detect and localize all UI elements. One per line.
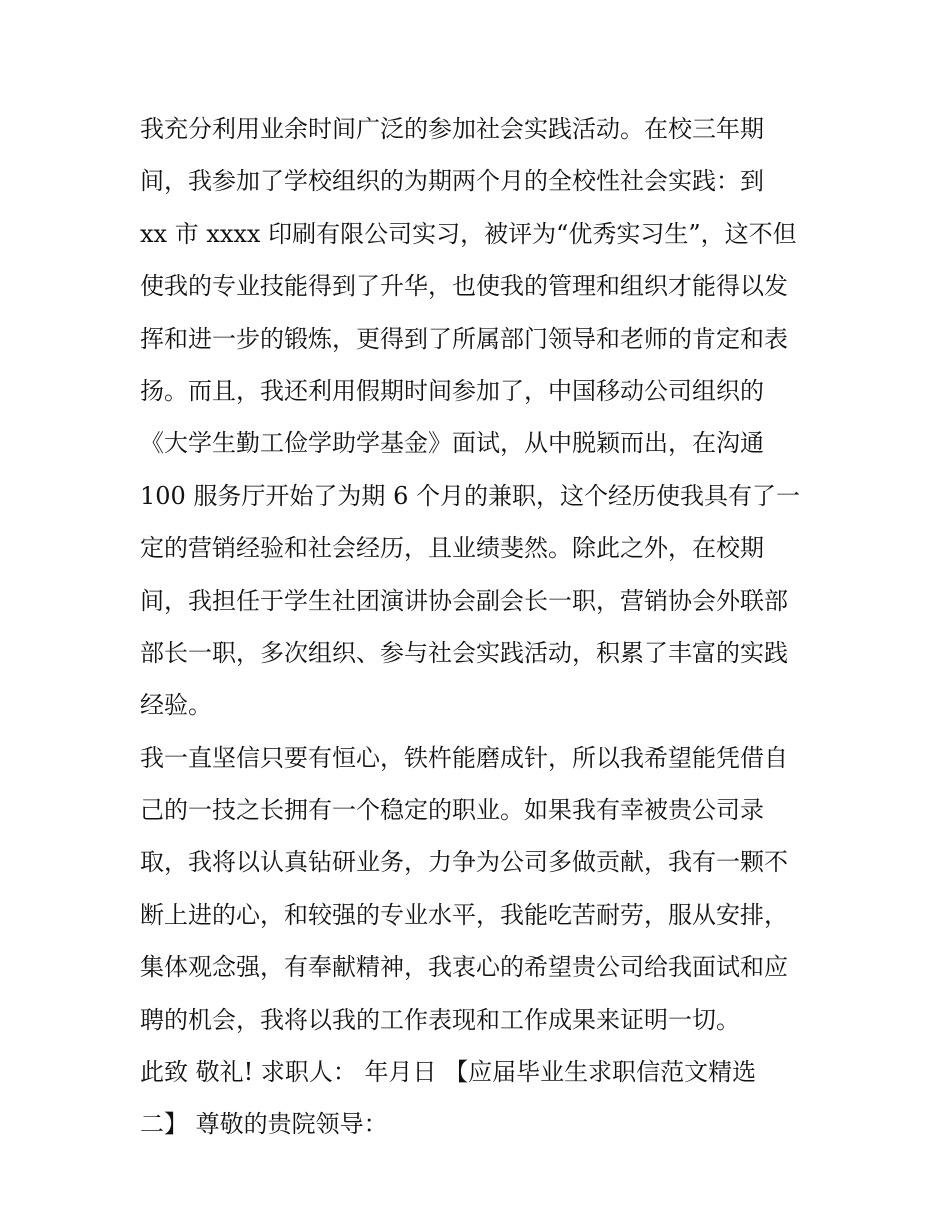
text-line: 使我的专业技能得到了升华，也使我的管理和组织才能得以发	[140, 272, 788, 301]
text-line: 经验。	[140, 691, 212, 720]
text-line: 我一直坚信只要有恒心，铁杵能磨成针，所以我希望能凭借自	[140, 743, 788, 772]
text-line: 间，我参加了学校组织的为期两个月的全校性社会实践：到	[140, 167, 764, 196]
text-line: 部长一职，多次组织、参与社会实践活动，积累了丰富的实践	[140, 638, 788, 667]
text-line: 此致 敬礼! 求职人： 年月日 【应届毕业生求职信范文精选	[140, 1058, 757, 1087]
text-line: 扬。而且，我还利用假期时间参加了，中国移动公司组织的	[140, 376, 764, 405]
text-line: 定的营销经验和社会经历，且业绩斐然。除此之外，在校期	[140, 534, 764, 563]
text-line: 《大学生勤工俭学助学基金》面试，从中脱颖而出，在沟通	[140, 429, 764, 458]
text-line: 断上进的心，和较强的专业水平，我能吃苦耐劳，服从安排，	[140, 900, 788, 929]
text-line: xx 市 xxxx 印刷有限公司实习，被评为“优秀实习生”，这不但	[140, 219, 797, 248]
text-line: 聘的机会，我将以我的工作表现和工作成果来证明一切。	[140, 1005, 740, 1034]
text-line: 己的一技之长拥有一个稳定的职业。如果我有幸被贵公司录	[140, 796, 764, 825]
text-line: 取，我将以认真钻研业务，力争为公司多做贡献，我有一颗不	[140, 848, 788, 877]
text-line: 我充分利用业余时间广泛的参加社会实践活动。在校三年期	[140, 115, 764, 143]
text-line: 二】 尊敬的贵院领导：	[140, 1110, 388, 1139]
text-line: 100 服务厅开始了为期 6 个月的兼职，这个经历使我具有了一	[140, 481, 800, 510]
text-line: 挥和进一步的锻炼，更得到了所属部门领导和老师的肯定和表	[140, 324, 788, 353]
text-line: 集体观念强，有奉献精神，我衷心的希望贵公司给我面试和应	[140, 953, 788, 982]
letter-body	[140, 103, 820, 1151]
text-line: 间，我担任于学生社团演讲协会副会长一职，营销协会外联部	[140, 586, 788, 615]
